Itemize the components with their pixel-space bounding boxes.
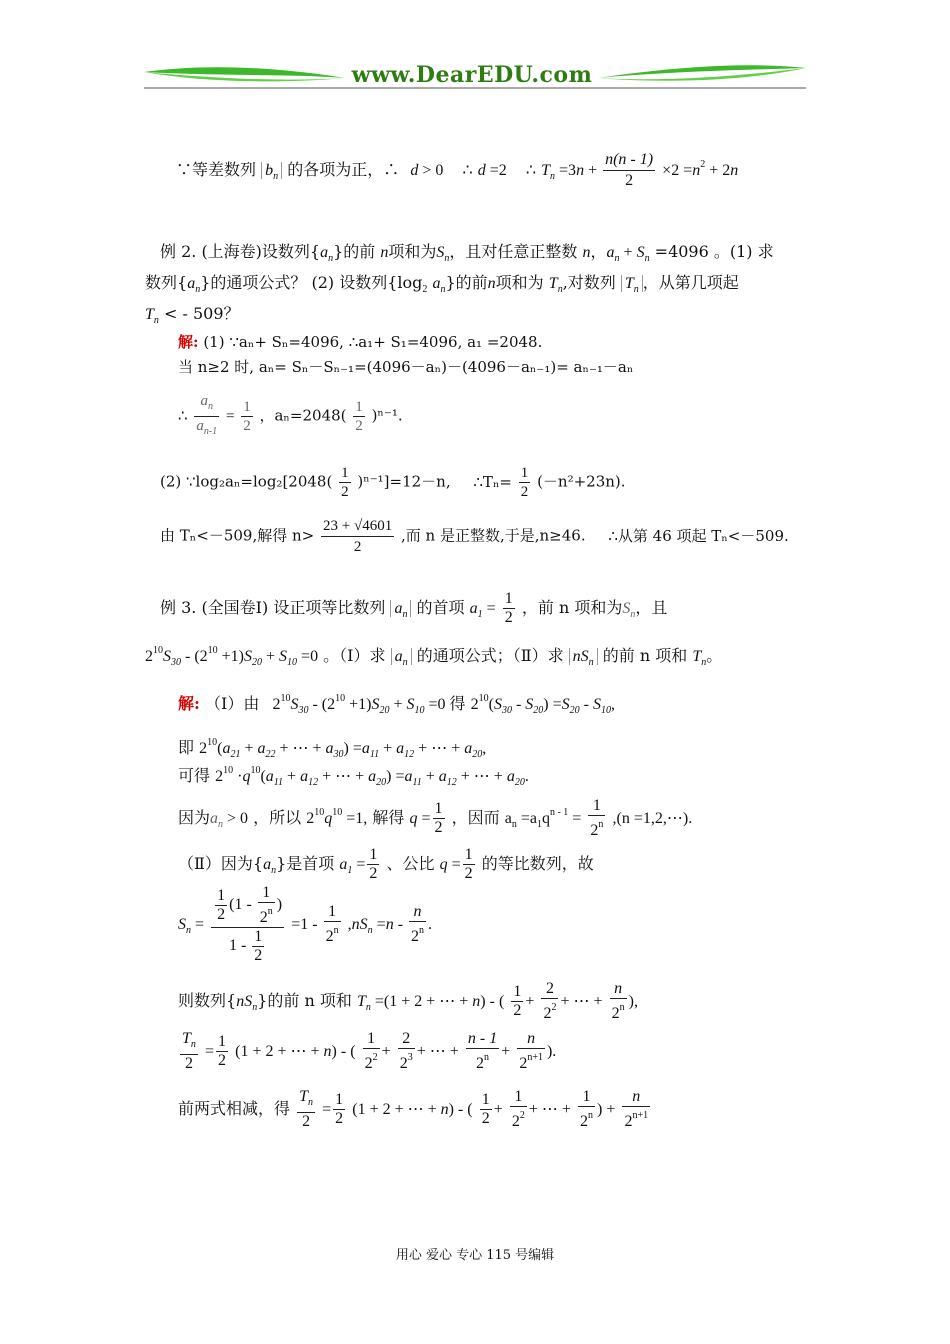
- bn-sequence: $b_n$: [261, 162, 282, 179]
- solution-3-line-2: 即 $2^{10}(a_{21} + a_{22}$ + ⋯ + $a_{30}) =a_{11} + a_{12}$ + ⋯ + $a_{20}$,: [178, 737, 487, 760]
- header-banner: [140, 58, 810, 92]
- solution-3-line-4: 因为$a_n > 0$ ，所以 $2^{10}q^{10} =1$, 解得 q = $\frac{1}{2}$ ，因而 $a_n =a_1q^{n - 1}$ = $\frac{1}{2^n}$ ,(n =1,2,⋯).: [178, 797, 693, 839]
- solution-2-line-2: 当 n≥2 时, aₙ= Sₙ－Sₙ₋₁=(4096－aₙ)－(4096－aₙ₋₁)= aₙ₋₁－aₙ: [178, 358, 634, 376]
- example-3-line-2: $2^{10}S_{30} - (2^{10} +1)S_{20} + S_{10} =0$ 。（Ⅰ）求 $a_n$ 的通项公式；（Ⅱ）求 $nS_n$ 的前 n 项和 $T_n$。: [145, 645, 723, 668]
- solution-3-line-9: 前两式相减，得 $\frac{T_n}{2}$ = $\frac{1}{2}$ (1 + 2 + ⋯ + n) - ( $\frac{1}{2}$ + $\frac{1}{2^2}$ + ⋯ + $\frac{1}{2^n}$ ) + $\frac{n}{2^{n+1}}$: [178, 1088, 649, 1130]
- solution-3-line-8: $\frac{T_n}{2}$ = $\frac{1}{2}$ (1 + 2 + ⋯ + n) - ( $\frac{1}{2^2}$ + $\frac{2}{2^3}$ + ⋯ + $\frac{n - 1}{2^n}$ + $\frac{n}{2^{n+1}}$ ).: [182, 1030, 557, 1072]
- example-2-line-3: $T_n$ < - 509？: [145, 304, 240, 326]
- solution-2-line-5: 由 Tₙ<－509,解得 n> $\frac{23 + √4601}{2}$ ,而 n 是正整数,于是,n≥46. ∴从第 46 项起 Tₙ<－509.: [160, 518, 789, 555]
- solution-3-line-1: 解: （Ⅰ）由 $2^{10}S_{30} - (2^{10} +1)S_{20} + S_{10} =0$ 得 $2^{10}(S_{30} - S_{20}) =S_{20} - S_{10}$,: [178, 693, 615, 716]
- line-positive-terms: ∵等差数列 $b_n$ 的各项为正，∴ d > 0 ∴ d =2 ∴ $T_n =3n$ + $\frac{n(n - 1)}{2}$ $\times 2 =n^2 + 2n$: [176, 151, 739, 189]
- solution-2-line-3: ∴ $\frac{a_n}{a_{n-1}}$ = $\frac{1}{2}$ ，aₙ=2048( $\frac{1}{2}$ )ⁿ⁻¹.: [178, 393, 403, 437]
- solution-3-line-3: 可得 $2^{10} \cdot q^{10}(a_{11} + a_{12}$ + ⋯ + $a_{20}) =a_{11} + a_{12}$ + ⋯ + $a_{20}$.: [178, 765, 529, 788]
- solution-3-line-5: （Ⅱ）因为$\{a_n\}$是首项 $a_1$ = $\frac{1}{2}$ 、公比 q = $\frac{1}{2}$ 的等比数列，故: [178, 846, 594, 882]
- solution-2-line-4: (2) ∵log₂aₙ=log₂[2048( $\frac{1}{2}$ )ⁿ⁻¹]=12－n, ∴Tₙ= $\frac{1}{2}$ (－n²+23n).: [160, 465, 626, 500]
- tn-fraction: $\frac{n(n - 1)}{2}$: [605, 151, 654, 189]
- solution-3-sn-formula: $S_n$ = $\frac{1}{2}$ (1 - $\frac{1}{2^n}$ ) 1 - $\frac{1}{2}$ =1 - $\frac{1}{2^n}$ $,nS_n =n$ - $\frac{n}{2^n}$ .: [178, 884, 433, 964]
- example-3-line-1: 例 3. (全国卷Ⅰ) 设正项等比数列 $a_n$ 的首项 $a_1$ = $\frac{1}{2}$ ，前 n 项和为$S_n$，且: [160, 590, 668, 626]
- example-2-line-2: 数列$\{a_n\}$的通项公式？ (2) 设数列{$\log_2$ $a_n$}的前n项和为 $T_n$,对数列 $T_n$ ，从第几项起: [145, 273, 739, 295]
- solution-2-line-1: 解: (1) ∵aₙ+ Sₙ=4096, ∴a₁+ S₁=4096, a₁ =2048.: [178, 333, 543, 351]
- site-logo-text: www.DearEDU.com: [351, 62, 593, 88]
- example-2-line-1: 例 2. (上海卷)设数列$\{a_n\}$的前 n项和为$S_n$，且对任意正整数 n，$a_n + S_n =4096$ 。(1) 求: [160, 242, 774, 264]
- page-footer: 用心 爱心 专心 115 号编辑: [395, 1248, 555, 1263]
- solution-3-line-7: 则数列$\{nS_n\}$的前 n 项和 $T_n =(1 + 2$ + ⋯ + n) - ( $\frac{1}{2}$ + $\frac{2}{2^2}$ + ⋯ + $\frac{n}{2^n}$ ),: [178, 980, 638, 1022]
